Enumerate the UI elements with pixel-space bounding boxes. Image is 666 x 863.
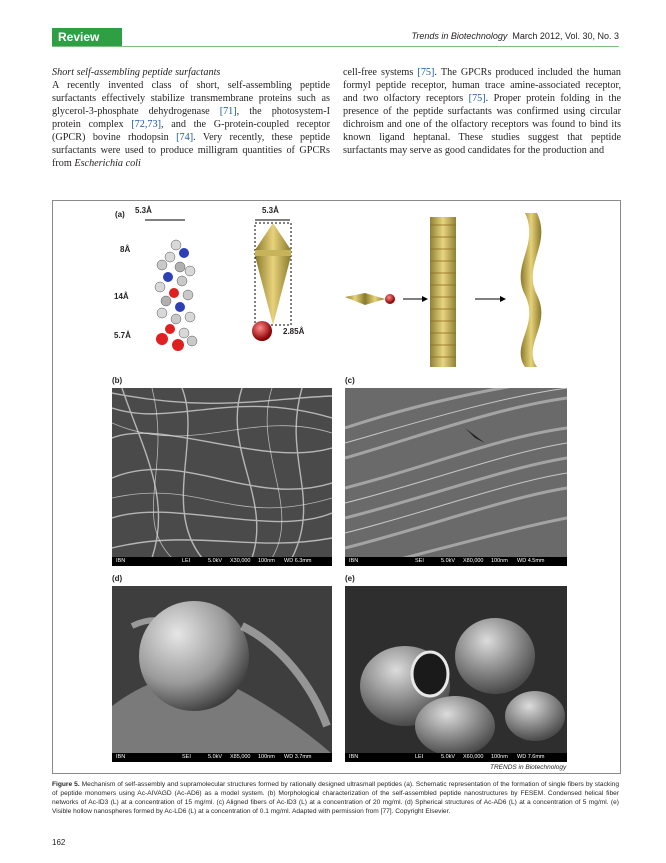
sphere-image — [112, 586, 332, 754]
sem-image-c — [345, 388, 567, 566]
length-label-5-7: 5.7Å — [114, 331, 131, 340]
panel-a-schematic — [100, 205, 620, 370]
journal-info — [412, 31, 619, 41]
sem-info-bar — [112, 753, 332, 762]
text-run: cell-free systems — [343, 67, 418, 78]
sem-instrument: IBN — [116, 558, 126, 564]
sem-voltage: 5.0kV — [208, 754, 223, 760]
panel-label-c: (c) — [345, 376, 355, 385]
citation-link[interactable]: [74] — [176, 132, 194, 143]
sem-instrument: IBN — [349, 754, 359, 760]
sem-magnification: X80,000 — [463, 558, 484, 564]
text-run: . Very recently, these peptide surfactants were used to produce milligram quantities of GPCRs from — [52, 132, 330, 169]
sem-working-distance: WD 4.5mm — [517, 558, 545, 564]
head-label: 2.85Å — [283, 327, 305, 336]
sem-info-bar — [345, 557, 567, 566]
sem-info-bar — [112, 557, 332, 566]
citation-link[interactable]: [72,73] — [131, 119, 161, 130]
aligned-fibers-image — [345, 388, 567, 558]
length-label-14: 14Å — [114, 292, 129, 301]
sem-mode: SEI — [415, 558, 424, 564]
width-label-2: 5.3Å — [262, 206, 279, 215]
citation-link[interactable]: [71] — [219, 106, 237, 117]
caption-text: Mechanism of self-assembly and supramolecular structures formed by rationally designed ultrasmall peptides (a). Schematic representation of the formation of single fibers by stacking of peptide monomers using Ac-AIVAGD (Ac-AD6) as a model system. (b) Morphological characterization of the self-assembled peptide nanostructures by FESEM. Condensed helical fiber networks of Ac-ID3 (L) at a concentration of 15 mg/ml. (c) Aligned fibers of Ac-ID3 (L) at a concentration of 20 mg/ml. (d) Spherical structures of Ac-AD6 (L) at a concentration of 5 mg/ml. (e) Visible hollow nanospheres formed by Ac-LD6 (L) at a concentration of 0.1 mg/ml. Adapted with permission from [77]. Copyright Elsevier. — [52, 781, 619, 815]
sem-info-bar — [345, 753, 567, 762]
section-badge: Review — [52, 28, 122, 46]
text-run: , the photosystem-I protein complex — [52, 106, 330, 130]
sem-voltage: 5.0kV — [441, 558, 456, 564]
paragraph — [343, 66, 621, 157]
panel-label-e: (e) — [345, 574, 355, 583]
assembly-sequence — [345, 213, 541, 367]
sem-magnification: X60,000 — [463, 754, 484, 760]
sem-instrument: IBN — [116, 754, 126, 760]
text-run: . The GPCRs produced included the human formyl peptide receptor, human trace amine-associated receptor, and two olfactory receptors — [343, 67, 621, 104]
text-run: A recently invented class of short, self-assembling peptide surfactants effectively stabilize transmembrane proteins such as glycerol-3-phosphate dehydrogenase — [52, 80, 330, 117]
citation-link[interactable]: [75] — [468, 93, 486, 104]
length-label-8: 8Å — [120, 245, 131, 254]
text-run-italic: Escherichia coli — [74, 158, 141, 169]
section-heading: Short self-assembling peptide surfactants — [52, 67, 221, 78]
panel-label-d: (d) — [112, 574, 123, 583]
sem-voltage: 5.0kV — [208, 558, 223, 564]
figure-caption — [52, 780, 619, 816]
journal-name: Trends in Biotechnology — [411, 31, 508, 41]
sem-working-distance: WD 3.7mm — [284, 754, 312, 760]
sem-instrument: IBN — [349, 558, 359, 564]
citation-link[interactable]: [75] — [417, 67, 435, 78]
caption-lead: Figure 5. — [52, 781, 80, 788]
sem-mode: SEI — [182, 754, 191, 760]
figure-credit: TRENDS in Biotechnology — [490, 764, 567, 771]
text-column-left — [52, 66, 330, 170]
sem-scale: 100nm — [258, 754, 275, 760]
header-rule — [52, 46, 619, 47]
sem-voltage: 5.0kV — [441, 754, 456, 760]
journal-issue: March 2012, Vol. 30, No. 3 — [512, 31, 619, 41]
page-number: 162 — [52, 838, 66, 847]
sem-magnification: X30,000 — [230, 558, 251, 564]
sem-image-e — [345, 586, 567, 762]
sem-mode: LEI — [182, 558, 191, 564]
molecule-model — [145, 220, 197, 351]
sem-image-d — [112, 586, 332, 762]
width-label-1: 5.3Å — [135, 206, 152, 215]
text-column-right — [343, 66, 621, 157]
sem-scale: 100nm — [491, 558, 508, 564]
sem-magnification: X85,000 — [230, 754, 251, 760]
panel-label-a: (a) — [115, 210, 125, 219]
text-run: . Proper protein folding in the presence of the peptide surfactants was confirmed using circular dichroism and one of the olfactory receptors was found to bind its known ligand heptanal. These studies suggest that peptide surfactants may serve as good candidates for the production and — [343, 93, 621, 156]
panel-label-b: (b) — [112, 376, 123, 385]
sem-scale: 100nm — [491, 754, 508, 760]
paragraph — [52, 79, 330, 170]
hollow-nanosphere-image — [345, 586, 567, 754]
sem-mode: LEI — [415, 754, 424, 760]
sem-image-b — [112, 388, 332, 566]
sem-scale: 100nm — [258, 558, 275, 564]
sem-working-distance: WD 7.6mm — [517, 754, 545, 760]
text-run: , and the G-protein-coupled receptor (GPCR) bovine rhodopsin — [52, 119, 330, 143]
sem-working-distance: WD 6.3mm — [284, 558, 312, 564]
fiber-network-image — [112, 388, 332, 558]
bicone-model — [252, 220, 291, 341]
